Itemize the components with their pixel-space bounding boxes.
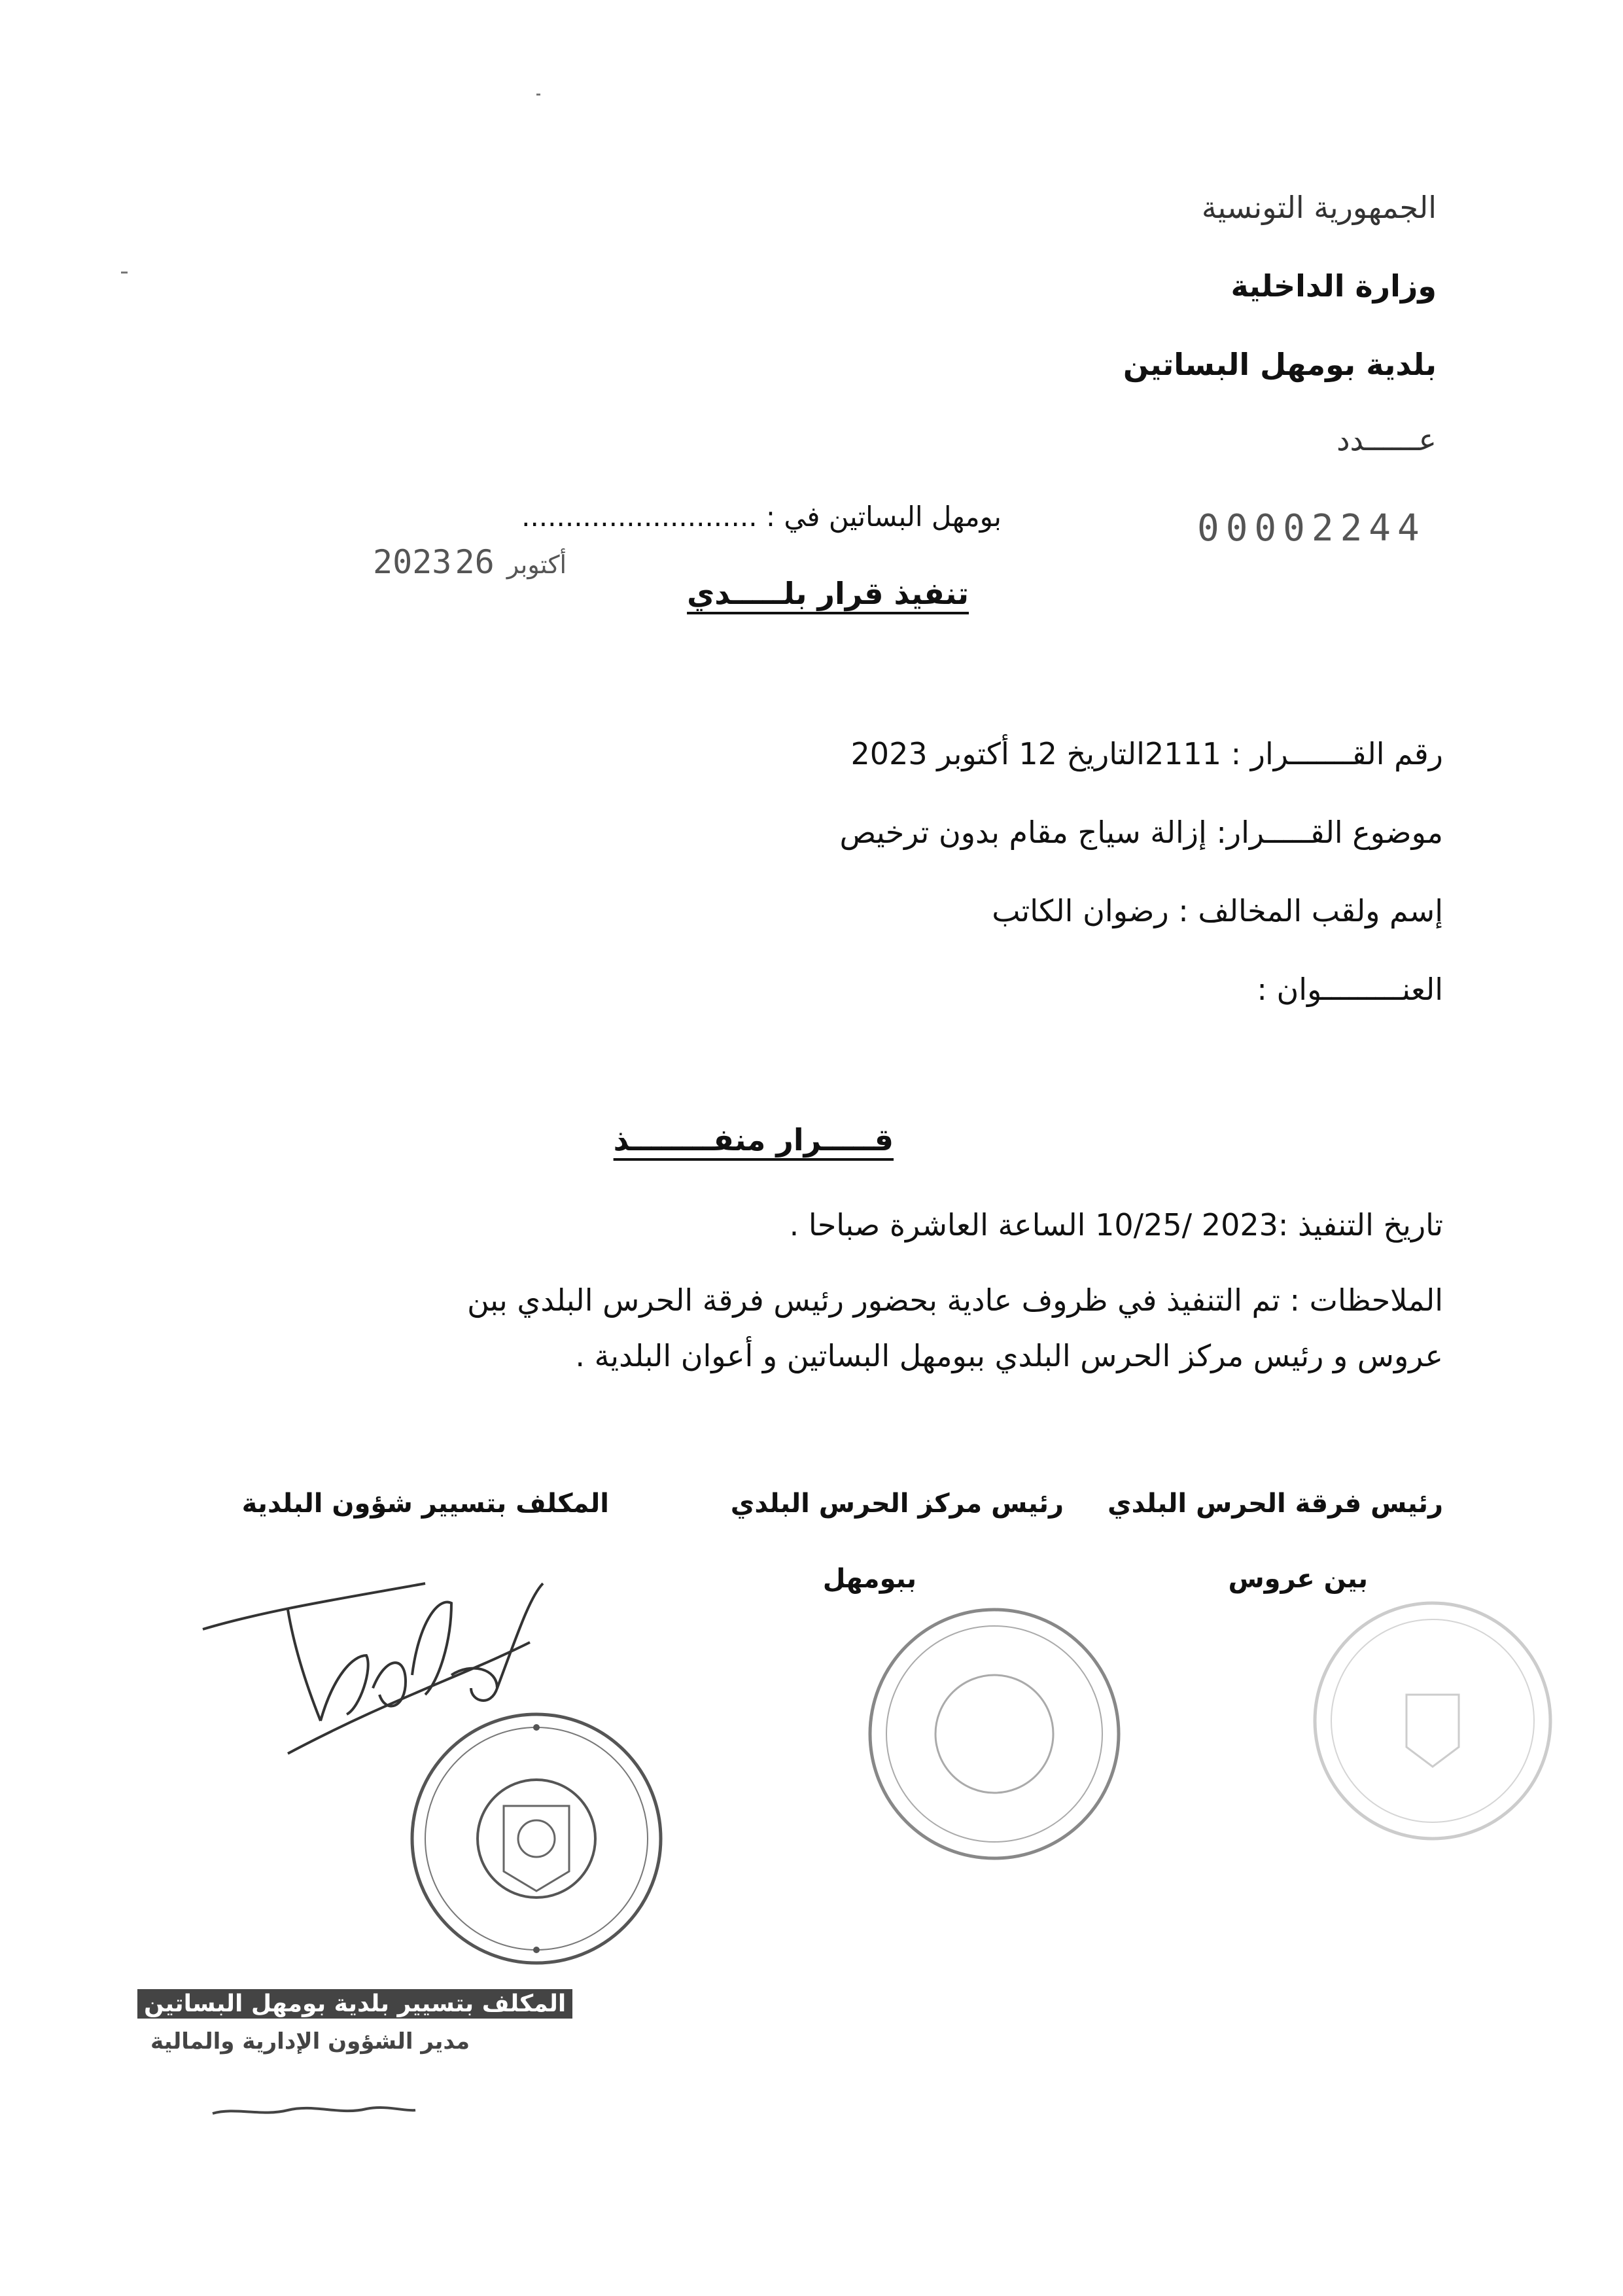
guard-squad-seal-icon <box>1308 1597 1557 1845</box>
signature-col2-title: رئيس مركز الحرس البلدي <box>730 1489 1064 1519</box>
number-label: عــــــدد <box>1336 422 1437 457</box>
notes-line-2: عروس و رئيس مركز الحرس البلدي ببومهل البساتين و أعوان البلدية . <box>575 1338 1443 1373</box>
signature-col1-title: رئيس فرقة الحرس البلدي <box>1107 1489 1443 1519</box>
notes-line-1: الملاحظات : تم التنفيذ في ظروف عادية بحضور رئيس فرقة الحرس البلدي ببن <box>467 1282 1443 1318</box>
signature-col2-subtitle: ببومهل <box>822 1564 916 1594</box>
date-stamp-day: 26 <box>455 543 495 581</box>
execution-date: تاريخ التنفيذ :2023 /10/25 الساعة العاشرة صباحا . <box>789 1207 1443 1243</box>
date-stamp-month: أكتوبر <box>506 550 567 579</box>
date-stamp <box>373 543 576 581</box>
offender-name: إسم ولقب المخالف : رضوان الكاتب <box>992 893 1443 928</box>
place-date-line: بومهل البساتين في : ........................... <box>521 501 1002 533</box>
scan-speck <box>536 94 540 96</box>
stamp-signature-scribble <box>209 2097 419 2123</box>
municipal-seal-icon <box>406 1708 667 1969</box>
republic-header: الجمهورية التونسية <box>1201 190 1437 225</box>
official-stamp-subtitle: مدير الشؤون الإدارية والمالية <box>150 2028 470 2055</box>
guard-center-seal-icon <box>864 1603 1125 1865</box>
official-stamp-title: المكلف بتسيير بلدية بومهل البساتين <box>137 1989 572 2019</box>
document-title: تنفيذ قرار بلـــــدي <box>687 576 969 611</box>
signature-col3-title: المكلف بتسيير شؤون البلدية <box>241 1489 609 1519</box>
decision-number: رقم القـــــــرار : 2111التاريخ 12 أكتوبر 2023 <box>850 736 1443 771</box>
decision-subject: موضوع القـــــرار: إزالة سياج مقام بدون ترخيص <box>839 815 1443 850</box>
registration-number-stamp: 00002244 <box>1197 507 1426 550</box>
scan-speck <box>121 272 128 274</box>
signature-col1-subtitle: بين عروس <box>1228 1564 1368 1594</box>
date-stamp-year: 2023 <box>373 543 452 581</box>
address-field: العنـــــــــوان : <box>1257 972 1443 1007</box>
municipality-header: بلدية بومهل البساتين <box>1123 347 1437 382</box>
ministry-header: وزارة الداخلية <box>1230 268 1437 304</box>
executed-decision-title: قـــــرار منفــــــــذ <box>613 1122 894 1157</box>
